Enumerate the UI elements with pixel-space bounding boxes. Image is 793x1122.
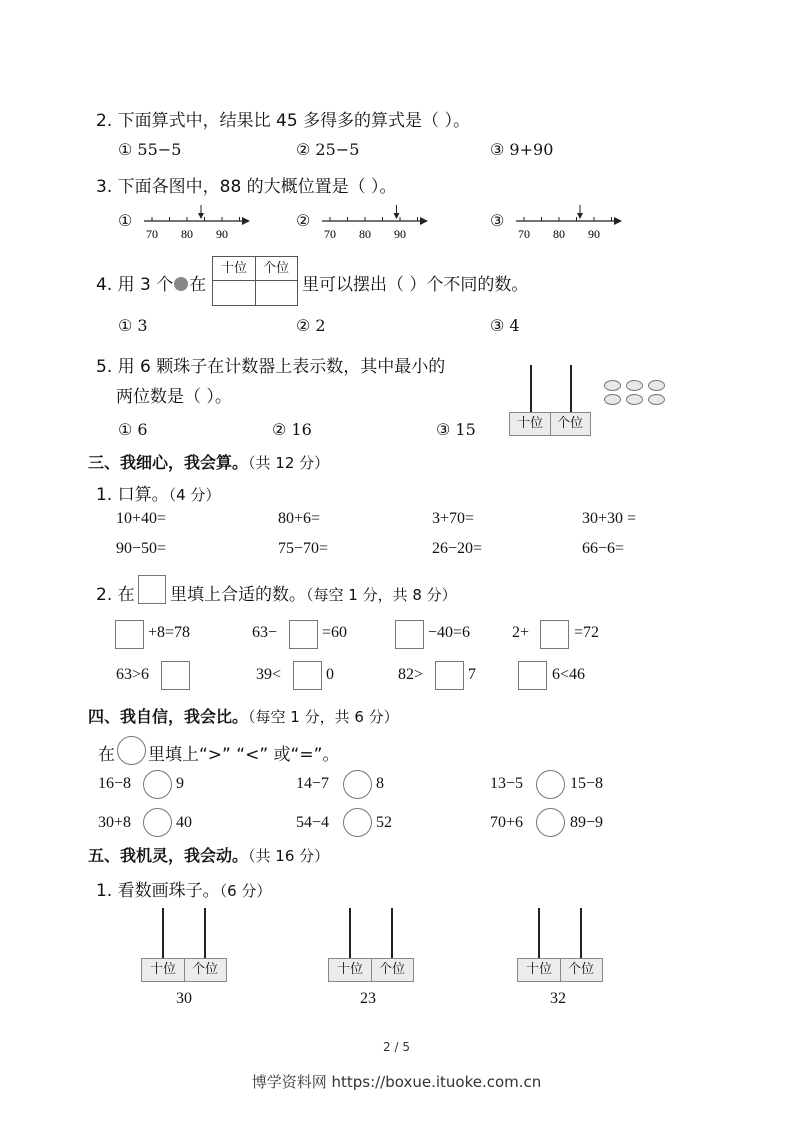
compare-circle[interactable] <box>143 770 172 799</box>
tick-label: 90 <box>588 227 600 241</box>
fill-after: 6<46 <box>552 666 586 683</box>
q3-number-line <box>514 205 624 245</box>
q4-stem-part1 <box>96 270 206 295</box>
answer-box[interactable] <box>540 620 569 649</box>
q4-option-2: ② 2 <box>296 316 326 335</box>
answer-box[interactable] <box>161 661 190 690</box>
sec4-title: 四、我自信，我会比。 <box>88 707 249 726</box>
abacus-number: 32 <box>550 990 566 1007</box>
q3-number-line <box>142 205 252 245</box>
fill-before: 39< <box>256 666 282 683</box>
q4-stem-c: 里可以摆出（ ）个不同的数。 <box>302 275 529 295</box>
sec3-heading <box>88 450 329 473</box>
fill-after: +8=78 <box>148 624 191 641</box>
compare-left: 70+6 <box>490 814 524 831</box>
sec5-points: （共 16 分） <box>248 847 330 865</box>
calc-item: 10+40= <box>116 510 167 527</box>
abacus-base <box>517 958 603 982</box>
tick-label: 80 <box>553 227 565 241</box>
fill-before: 82> <box>398 666 424 683</box>
abacus-label-ones: 个位 <box>567 962 594 977</box>
footer-site: 博学资料网 https://boxue.ituoke.com.cn <box>251 1073 542 1091</box>
calc-item: 90−50= <box>116 540 167 557</box>
tick-label: 70 <box>518 227 530 241</box>
q2-option-1: ① 55−5 <box>118 140 182 159</box>
fill-after: =72 <box>574 624 600 641</box>
axis-arrowhead <box>420 217 428 225</box>
sec3-sub2-b: 里填上合适的数。 <box>170 585 306 605</box>
fill-after: −40=6 <box>428 624 471 641</box>
compare-right: 15−8 <box>570 775 604 792</box>
fill-before: 63>6 <box>116 666 150 683</box>
calc-item: 80+6= <box>278 510 321 527</box>
abacus-rod-tens <box>162 908 164 959</box>
sec4-heading <box>88 704 399 727</box>
answer-box[interactable] <box>115 620 144 649</box>
q3-stem: 3. 下面各图中，88 的大概位置是（ ）。 <box>96 177 397 197</box>
abacus-rod-ones <box>391 908 393 959</box>
abacus-rod-tens <box>538 908 540 959</box>
q5-line2: 两位数是（ ）。 <box>116 387 232 407</box>
fill-before: 2+ <box>512 624 530 641</box>
abacus-base <box>328 958 414 982</box>
abacus-rod-ones <box>204 908 206 959</box>
axis-arrowhead <box>614 217 622 225</box>
compare-circle[interactable] <box>536 770 565 799</box>
q5-line1: 5. 用 6 颗珠子在计数器上表示数，其中最小的 <box>96 357 446 377</box>
compare-circle[interactable] <box>343 808 372 837</box>
abacus-label-ones: 个位 <box>378 962 405 977</box>
page-number: 2 / 5 <box>383 1040 410 1054</box>
q5-rod-ones <box>570 365 572 412</box>
sec5-sub1 <box>96 876 271 901</box>
q4-place-value-table <box>212 256 298 306</box>
q5-option-3: ③ 15 <box>436 420 476 439</box>
sec4-points: （每空 1 分，共 6 分） <box>248 708 399 726</box>
bead-icon <box>174 277 188 291</box>
position-arrowhead <box>198 213 204 219</box>
abacus-label-tens: 十位 <box>149 962 176 977</box>
sec3-sub1-title: 1. 口算。 <box>96 485 169 505</box>
q3-option-mark: ② <box>296 211 311 230</box>
compare-circle[interactable] <box>343 770 372 799</box>
q2-option-3: ③ 9+90 <box>490 140 554 159</box>
tick-label: 80 <box>181 227 193 241</box>
compare-left: 13−5 <box>490 775 524 792</box>
tick-label: 70 <box>146 227 158 241</box>
q5-abacus-label-tens: 十位 <box>516 416 543 431</box>
q5-rod-tens <box>530 365 532 412</box>
q5-abacus-base <box>509 412 591 436</box>
sec5-sub1-title: 1. 看数画珠子。 <box>96 881 220 901</box>
answer-box[interactable] <box>395 620 424 649</box>
q3-number-line <box>320 205 430 245</box>
q4-stem-a: 4. 用 3 个 <box>96 275 174 295</box>
sec4-instr-b: 里填上“>” “<” 或“=”。 <box>148 745 340 765</box>
answer-box[interactable] <box>435 661 464 690</box>
abacus-number: 30 <box>176 990 192 1007</box>
q4-header-tens: 十位 <box>213 257 255 281</box>
q5-option-1: ① 6 <box>118 420 148 439</box>
abacus-number: 23 <box>360 990 376 1007</box>
sample-box-icon <box>138 575 166 604</box>
sec3-sub2-a: 2. 在 <box>96 585 135 605</box>
q4-header-ones: 个位 <box>255 257 297 281</box>
sec3-sub1 <box>96 480 220 505</box>
abacus-rod-tens <box>349 908 351 959</box>
compare-right: 89−9 <box>570 814 604 831</box>
abacus-label-tens: 十位 <box>336 962 363 977</box>
calc-item: 26−20= <box>432 540 483 557</box>
compare-right: 9 <box>176 775 184 792</box>
calc-item: 75−70= <box>278 540 329 557</box>
tick-label: 90 <box>216 227 228 241</box>
compare-right: 8 <box>376 775 384 792</box>
compare-left: 30+8 <box>98 814 132 831</box>
q5-bead <box>626 380 643 391</box>
compare-left: 16−8 <box>98 775 132 792</box>
q5-bead <box>604 394 621 405</box>
q4-option-3: ③ 4 <box>490 316 520 335</box>
abacus-label-ones: 个位 <box>191 962 218 977</box>
q4-stem-b: 在 <box>189 275 207 295</box>
tick-label: 70 <box>324 227 336 241</box>
compare-circle[interactable] <box>536 808 565 837</box>
answer-box[interactable] <box>518 661 547 690</box>
abacus-rod-ones <box>580 908 582 959</box>
abacus-label-tens: 十位 <box>525 962 552 977</box>
sec5-sub1-points: （6 分） <box>219 882 272 900</box>
abacus-base <box>141 958 227 982</box>
q5-bead <box>626 394 643 405</box>
calc-item: 30+30 = <box>582 510 637 527</box>
q2-stem: 2. 下面算式中，结果比 45 多得多的算式是（ ）。 <box>96 111 470 131</box>
q3-option-mark: ③ <box>490 211 505 230</box>
compare-right: 40 <box>176 814 192 831</box>
answer-box[interactable] <box>293 661 322 690</box>
q5-bead <box>648 380 665 391</box>
q5-bead <box>604 380 621 391</box>
q3-option-mark: ① <box>118 211 133 230</box>
q4-option-1: ① 3 <box>118 316 148 335</box>
q5-option-2: ② 16 <box>272 420 312 439</box>
fill-after: 0 <box>326 666 334 683</box>
tick-label: 90 <box>394 227 406 241</box>
compare-left: 14−7 <box>296 775 330 792</box>
compare-circle[interactable] <box>143 808 172 837</box>
sec3-title: 三、我细心，我会算。 <box>88 453 249 472</box>
fill-after: 7 <box>468 666 476 683</box>
sec3-sub2 <box>170 580 457 605</box>
sec3-points: （共 12 分） <box>248 454 330 472</box>
calc-item: 3+70= <box>432 510 475 527</box>
answer-box[interactable] <box>289 620 318 649</box>
fill-before: 63− <box>252 624 278 641</box>
axis-arrowhead <box>242 217 250 225</box>
compare-right: 52 <box>376 814 392 831</box>
q5-abacus-label-ones: 个位 <box>556 416 583 431</box>
q5-bead <box>648 394 665 405</box>
sec4-instr-a: 在 <box>98 745 115 765</box>
position-arrowhead <box>577 213 583 219</box>
sec3-sub2-points: （每空 1 分，共 8 分） <box>306 586 457 604</box>
tick-label: 80 <box>359 227 371 241</box>
q2-option-2: ② 25−5 <box>296 140 360 159</box>
position-arrowhead <box>394 213 400 219</box>
fill-after: =60 <box>322 624 348 641</box>
compare-left: 54−4 <box>296 814 330 831</box>
sample-circle-icon <box>117 736 146 765</box>
q4-table-divider <box>255 257 256 305</box>
sec5-heading <box>88 843 329 866</box>
sec3-sub1-points: （4 分） <box>168 486 221 504</box>
sec5-title: 五、我机灵，我会动。 <box>88 846 249 865</box>
calc-item: 66−6= <box>582 540 625 557</box>
